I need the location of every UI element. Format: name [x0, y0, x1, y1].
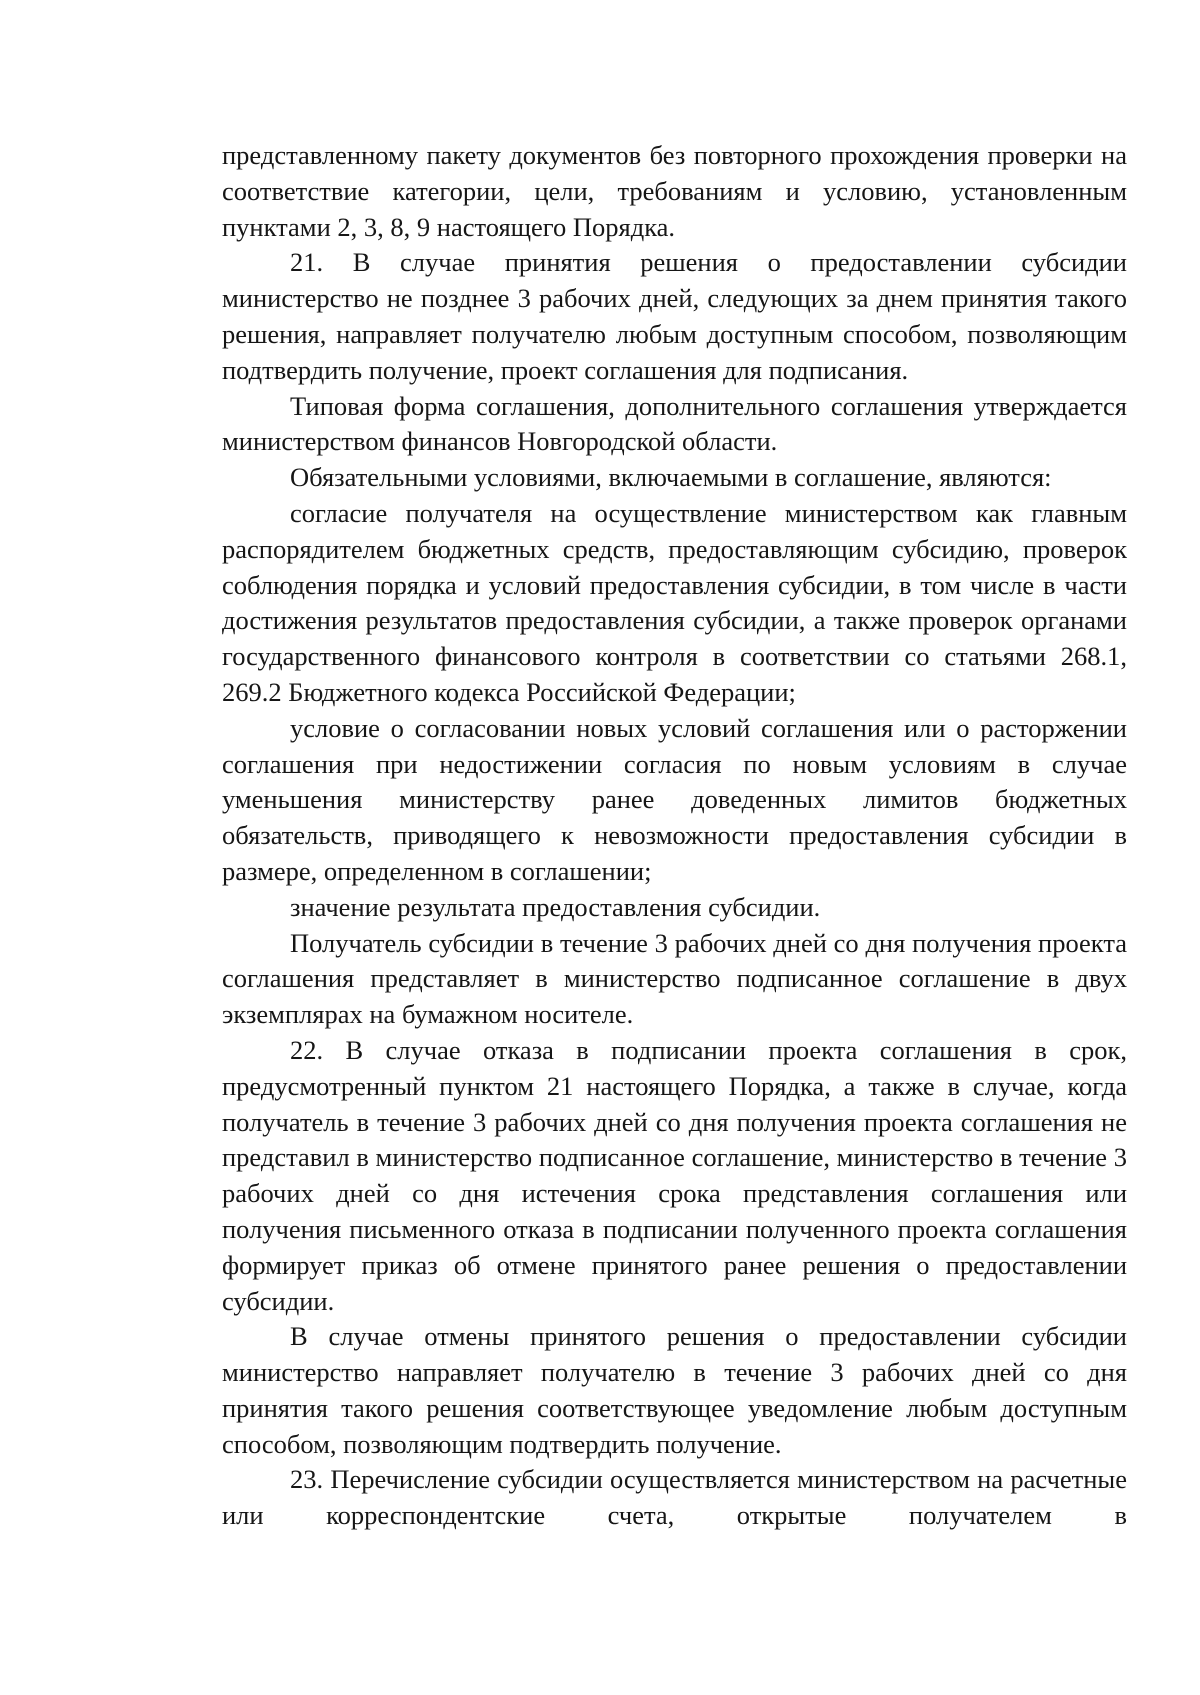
paragraph-23: 23. Перечисление субсидии осуществляется министерством на расчетные или корреспондентские счета, открытые получателем в [222, 1464, 1127, 1531]
paragraph-21: 21. В случае принятия решения о предоставлении субсидии министерство не позднее 3 рабочих дней, следующих за днем принятия такого решения, направляет получателю любым доступным способом, позволяющим подтвердить получение, проект соглашения для подписания. [222, 247, 1127, 385]
paragraph-consent-condition: согласие получателя на осуществление министерством как главным распорядителем бюджетных средств, предоставляющим субсидию, проверок соблюдения порядка и условий предоставления субсидии, в том числе в части достижения результатов предоставления субсидии, а также проверок органами государственного финансового контроля в соответствии со статьями 268.1, 269.2 Бюджетного кодекса Российской Федерации; [222, 497, 1127, 707]
paragraph-mandatory-conditions: Обязательными условиями, включаемыми в соглашение, являются: [290, 462, 1052, 493]
document-page [222, 138, 1127, 1534]
paragraph-result-value: значение результата предоставления субсидии. [290, 891, 821, 922]
paragraph-typical-form: Типовая форма соглашения, дополнительного соглашения утверждается министерством финансов Новгородской области. [222, 390, 1127, 457]
paragraph-recipient-signing: Получатель субсидии в течение 3 рабочих дней со дня получения проекта соглашения представляет в министерство подписанное соглашение в двух экземплярах на бумажном носителе. [222, 927, 1127, 1030]
paragraph-22: 22. В случае отказа в подписании проекта соглашения в срок, предусмотренный пунктом 21 настоящего Порядка, а также в случае, когда получатель в течение 3 рабочих дней со дня получения проекта соглашения не представил в министерство подписанное соглашение, министерство в течение 3 рабочих дней со дня истечения срока представления соглашения или получения письменного отказа в подписании полученного проекта соглашения формирует приказ об отмене принятого ранее решения о предоставлении субсидии. [222, 1034, 1127, 1316]
paragraph-agreement-condition: условие о согласовании новых условий соглашения или о расторжении соглашения при недостижении согласия по новым условиям в случае уменьшения министерству ранее доведенных лимитов бюджетных обязательств, приводящего к невозможности предоставления субсидии в размере, определенном в соглашении; [222, 712, 1127, 886]
paragraph-continuation: представленному пакету документов без повторного прохождения проверки на соответствие категории, цели, требованиям и условию, установленным пунктами 2, 3, 8, 9 настоящего Порядка. [222, 140, 1127, 242]
paragraph-cancellation: В случае отмены принятого решения о предоставлении субсидии министерство направляет получателю в течение 3 рабочих дней со дня принятия такого решения соответствующее уведомление любым доступным способом, позволяющим подтвердить получение. [222, 1321, 1127, 1459]
